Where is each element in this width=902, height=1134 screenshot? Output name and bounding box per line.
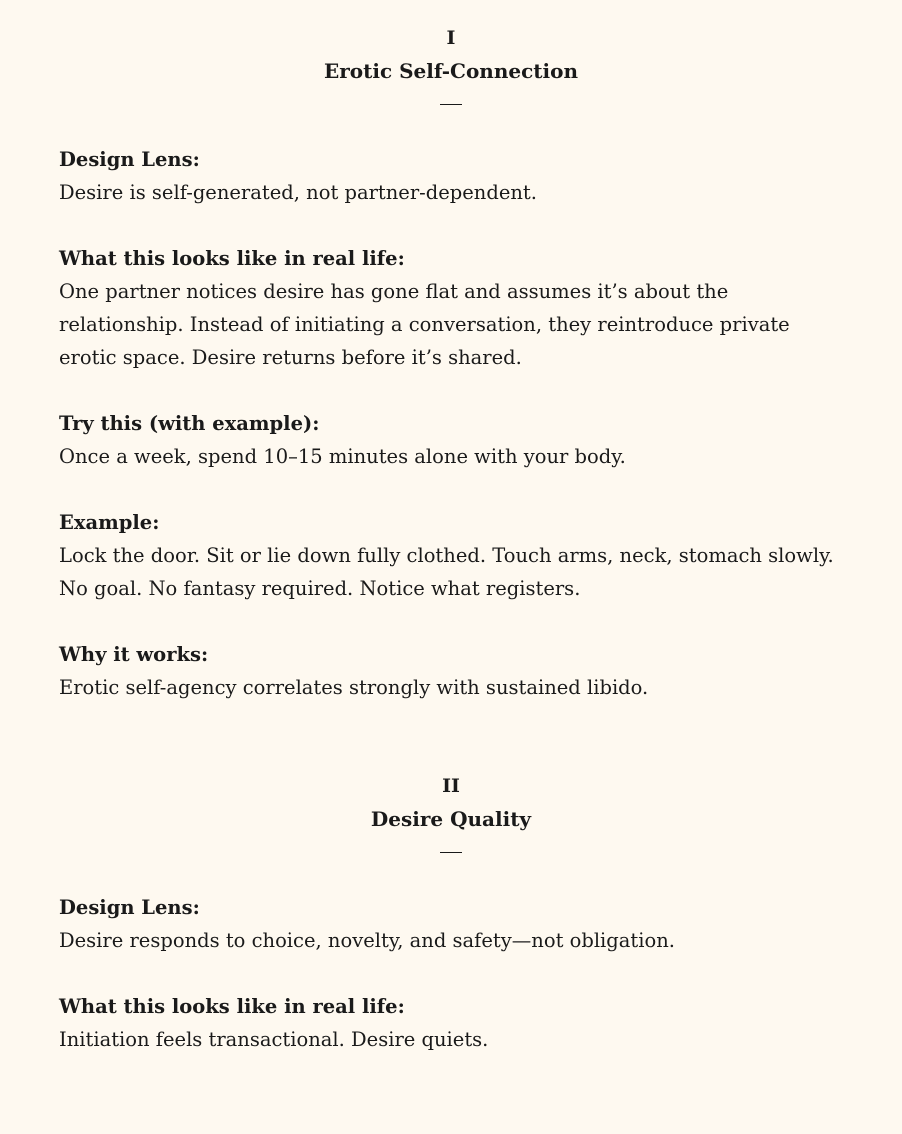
section-1-numeral: I (446, 27, 456, 49)
section-1-real-life (59, 242, 843, 374)
example-text: Lock the door. Sit or lie down fully clothed. Touch arms, neck, stomach slowly. No goal. No fantasy required. Notice what registers. (59, 544, 834, 600)
section-1-title: Erotic Self-Connection (323, 59, 578, 83)
section-1-design-lens (59, 143, 843, 209)
real-life-label: What this looks like in real life: (59, 995, 405, 1018)
section-1-heading (59, 0, 843, 105)
design-lens-text: Desire responds to choice, novelty, and safety—not obligation. (59, 929, 675, 952)
section-1-example (59, 506, 843, 605)
real-life-label: What this looks like in real life: (59, 247, 405, 270)
section-2-divider (440, 852, 462, 853)
real-life-text: One partner notices desire has gone flat and assumes it’s about the relationship. Instead of initiating a conversation, they reintroduce private erotic space. Desire returns before it’s shared. (59, 280, 790, 369)
design-lens-label: Design Lens: (59, 148, 200, 171)
section-1-why-it-works (59, 638, 843, 704)
design-lens-text: Desire is self-generated, not partner-dependent. (59, 181, 537, 204)
design-lens-label: Design Lens: (59, 896, 200, 919)
section-2-real-life (59, 990, 843, 1056)
why-it-works-label: Why it works: (59, 643, 209, 666)
try-this-text: Once a week, spend 10–15 minutes alone with your body. (59, 445, 626, 468)
section-2-numeral: II (442, 775, 460, 797)
example-label: Example: (59, 511, 160, 534)
try-this-label: Try this (with example): (59, 412, 320, 435)
real-life-text: Initiation feels transactional. Desire quiets. (59, 1028, 489, 1051)
section-1-divider (440, 104, 462, 105)
section-2-design-lens (59, 891, 843, 957)
section-2-title: Desire Quality (370, 807, 532, 831)
section-2-heading (59, 770, 843, 853)
why-it-works-text: Erotic self-agency correlates strongly with sustained libido. (59, 676, 649, 699)
section-1-try-this (59, 407, 843, 473)
